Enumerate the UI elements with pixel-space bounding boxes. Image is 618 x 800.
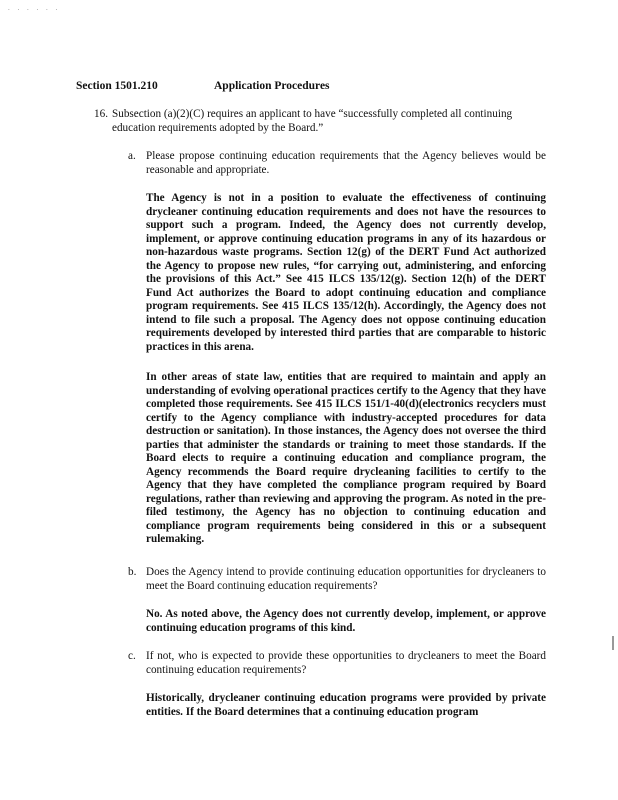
item-a-question-text: Please propose continuing education requirements that the Agency believes would be reasonable and appropriate.	[146, 150, 546, 176]
item-b-answer: No. As noted above, the Agency does not currently develop, implement, or approve continuing education programs of this kind.	[146, 608, 546, 634]
item-a-answer-paragraph-1: The Agency is not in a position to evaluate the effectiveness of continuing drycleaner continuing education requirements and does not have the resources to support such a program. Indeed, the Agency does not currently develop, implement, or approve continuing education programs in any of its hazardous or non-hazardous waste programs. Section 12(g) of the DERT Fund Act authorized the Agency to propose new rules, “for carrying out, administering, and enforcing the provisions of this Act.” See 415 ILCS 135/12(g). Section 12(h) of the DERT Fund Act authorizes the Board to adopt continuing education and compliance program requirements. See 415 ILCS 135/12(h). Accordingly, the Agency does not intend to file such a proposal. The Agency does not oppose continuing education requirements developed by interested third parties that are comparable to historic practices in this arena.	[146, 192, 546, 353]
scan-edge-mark	[612, 636, 614, 650]
question-16-text: Subsection (a)(2)(C) requires an applicant to have “successfully completed all continuing education requirements adopted by the Board.”	[112, 108, 513, 134]
item-c-answer: Historically, drycleaner continuing education programs were provided by private entities. If the Board determines that a continuing education program	[146, 692, 546, 718]
item-a-answer-paragraph-2: In other areas of state law, entities that are required to maintain and apply an understanding of evolving operational practices certify to the Agency that they have completed those requirements. See 415 ILCS 151/1-40(d)(electronics recyclers must certify to the Agency compliance with industry-accepted procedures for data destruction or sanitation). In those instances, the Agency does not oversee the third parties that administer the standards or training to meet those standards. If the Board elects to require a continuing education and compliance program, the Agency recommends the Board require drycleaning facilities to certify to the Agency that they have completed the compliance program required by Board regulations, rather than reviewing and approving the program. As noted in the pre-filed testimony, the Agency has no objection to continuing education and compliance program requirements being considered in this or a subsequent rulemaking.	[146, 371, 546, 545]
section-heading	[76, 80, 330, 92]
item-b-marker: b.	[128, 566, 137, 578]
item-c-question	[128, 650, 546, 677]
item-c-marker: c.	[128, 650, 136, 662]
item-b-question-text: Does the Agency intend to provide continuing education opportunities for drycleaners to meet the Board continuing education requirements?	[146, 566, 546, 592]
item-c-question-text: If not, who is expected to provide these opportunities to drycleaners to meet the Board continuing education requirements?	[146, 650, 546, 676]
section-number: Section 1501.210	[76, 80, 158, 92]
item-b-question	[128, 566, 546, 593]
question-16-marker: 16.	[94, 108, 108, 120]
question-16	[94, 108, 546, 135]
item-a-question	[128, 150, 546, 177]
scan-artifact-marks: . . . . . .	[8, 4, 61, 12]
section-title: Application Procedures	[214, 80, 330, 92]
item-a-marker: a.	[128, 150, 136, 162]
